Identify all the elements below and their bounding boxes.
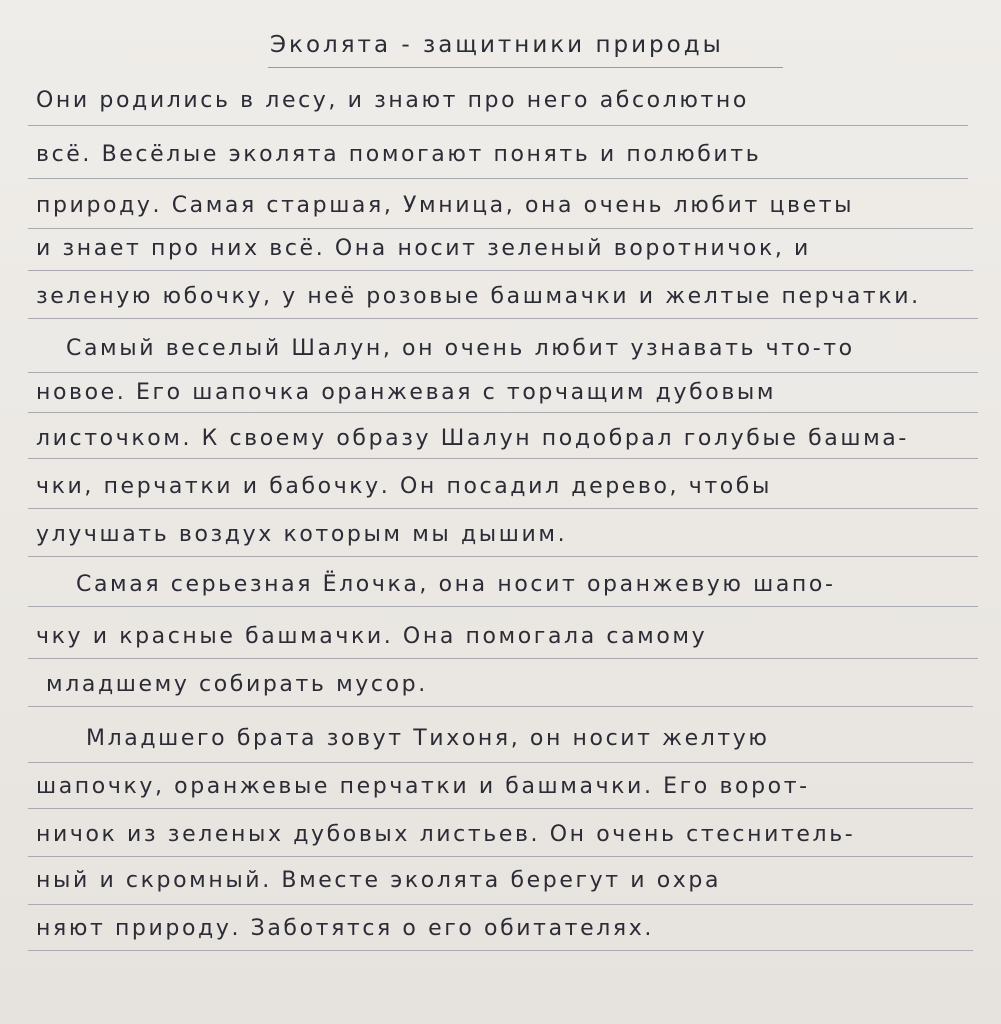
- text-line: ный и скромный. Вместе эколята берегут и охра: [36, 868, 722, 893]
- ruled-line: [28, 658, 978, 659]
- ruled-line: [28, 606, 978, 607]
- ruled-line: [28, 856, 973, 857]
- ruled-line: [28, 556, 978, 557]
- text-line: Самый веселый Шалун, он очень любит узнавать что-то: [66, 336, 855, 361]
- ruled-line: [28, 458, 978, 459]
- text-line: няют природу. Заботятся о его обитателях.: [36, 916, 654, 941]
- text-line: всё. Весёлые эколята помогают понять и полюбить: [36, 142, 762, 167]
- text-line: Они родились в лесу, и знают про него абсолютно: [36, 88, 749, 113]
- ruled-line: [28, 950, 973, 951]
- text-line: чку и красные башмачки. Она помогала самому: [36, 624, 708, 649]
- ruled-line: [28, 706, 973, 707]
- ruled-line: [28, 228, 973, 229]
- text-line: и знает про них всё. Она носит зеленый воротничок, и: [36, 236, 811, 261]
- text-line: улучшать воздух которым мы дышим.: [36, 522, 568, 547]
- ruled-line: [28, 508, 978, 509]
- text-line: чки, перчатки и бабочку. Он посадил дерево, чтобы: [36, 474, 772, 499]
- ruled-line: [28, 904, 973, 905]
- text-line: новое. Его шапочка оранжевая с торчащим дубовым: [36, 380, 777, 405]
- ruled-line: [28, 178, 968, 179]
- title-underline: [268, 67, 783, 68]
- text-line: младшему собирать мусор.: [46, 672, 428, 697]
- page-title: Эколята - защитники природы: [270, 32, 724, 58]
- ruled-line: [28, 372, 978, 373]
- ruled-line: [28, 318, 978, 319]
- text-line: шапочку, оранжевые перчатки и башмачки. Его ворот-: [36, 774, 810, 799]
- ruled-line: [28, 270, 973, 271]
- text-line: Самая серьезная Ёлочка, она носит оранжевую шапо-: [76, 572, 836, 597]
- ruled-line: [28, 125, 968, 126]
- text-line: листочком. К своему образу Шалун подобрал голубые башма-: [36, 426, 909, 451]
- text-line: Младшего брата зовут Тихоня, он носит желтую: [86, 726, 770, 751]
- ruled-line: [28, 762, 973, 763]
- text-line: ничок из зеленых дубовых листьев. Он очень стеснитель-: [36, 822, 856, 847]
- text-line: зеленую юбочку, у неё розовые башмачки и желтые перчатки.: [36, 284, 921, 309]
- ruled-line: [28, 412, 978, 413]
- ruled-line: [28, 808, 973, 809]
- text-line: природу. Самая старшая, Умница, она очень любит цветы: [36, 193, 855, 218]
